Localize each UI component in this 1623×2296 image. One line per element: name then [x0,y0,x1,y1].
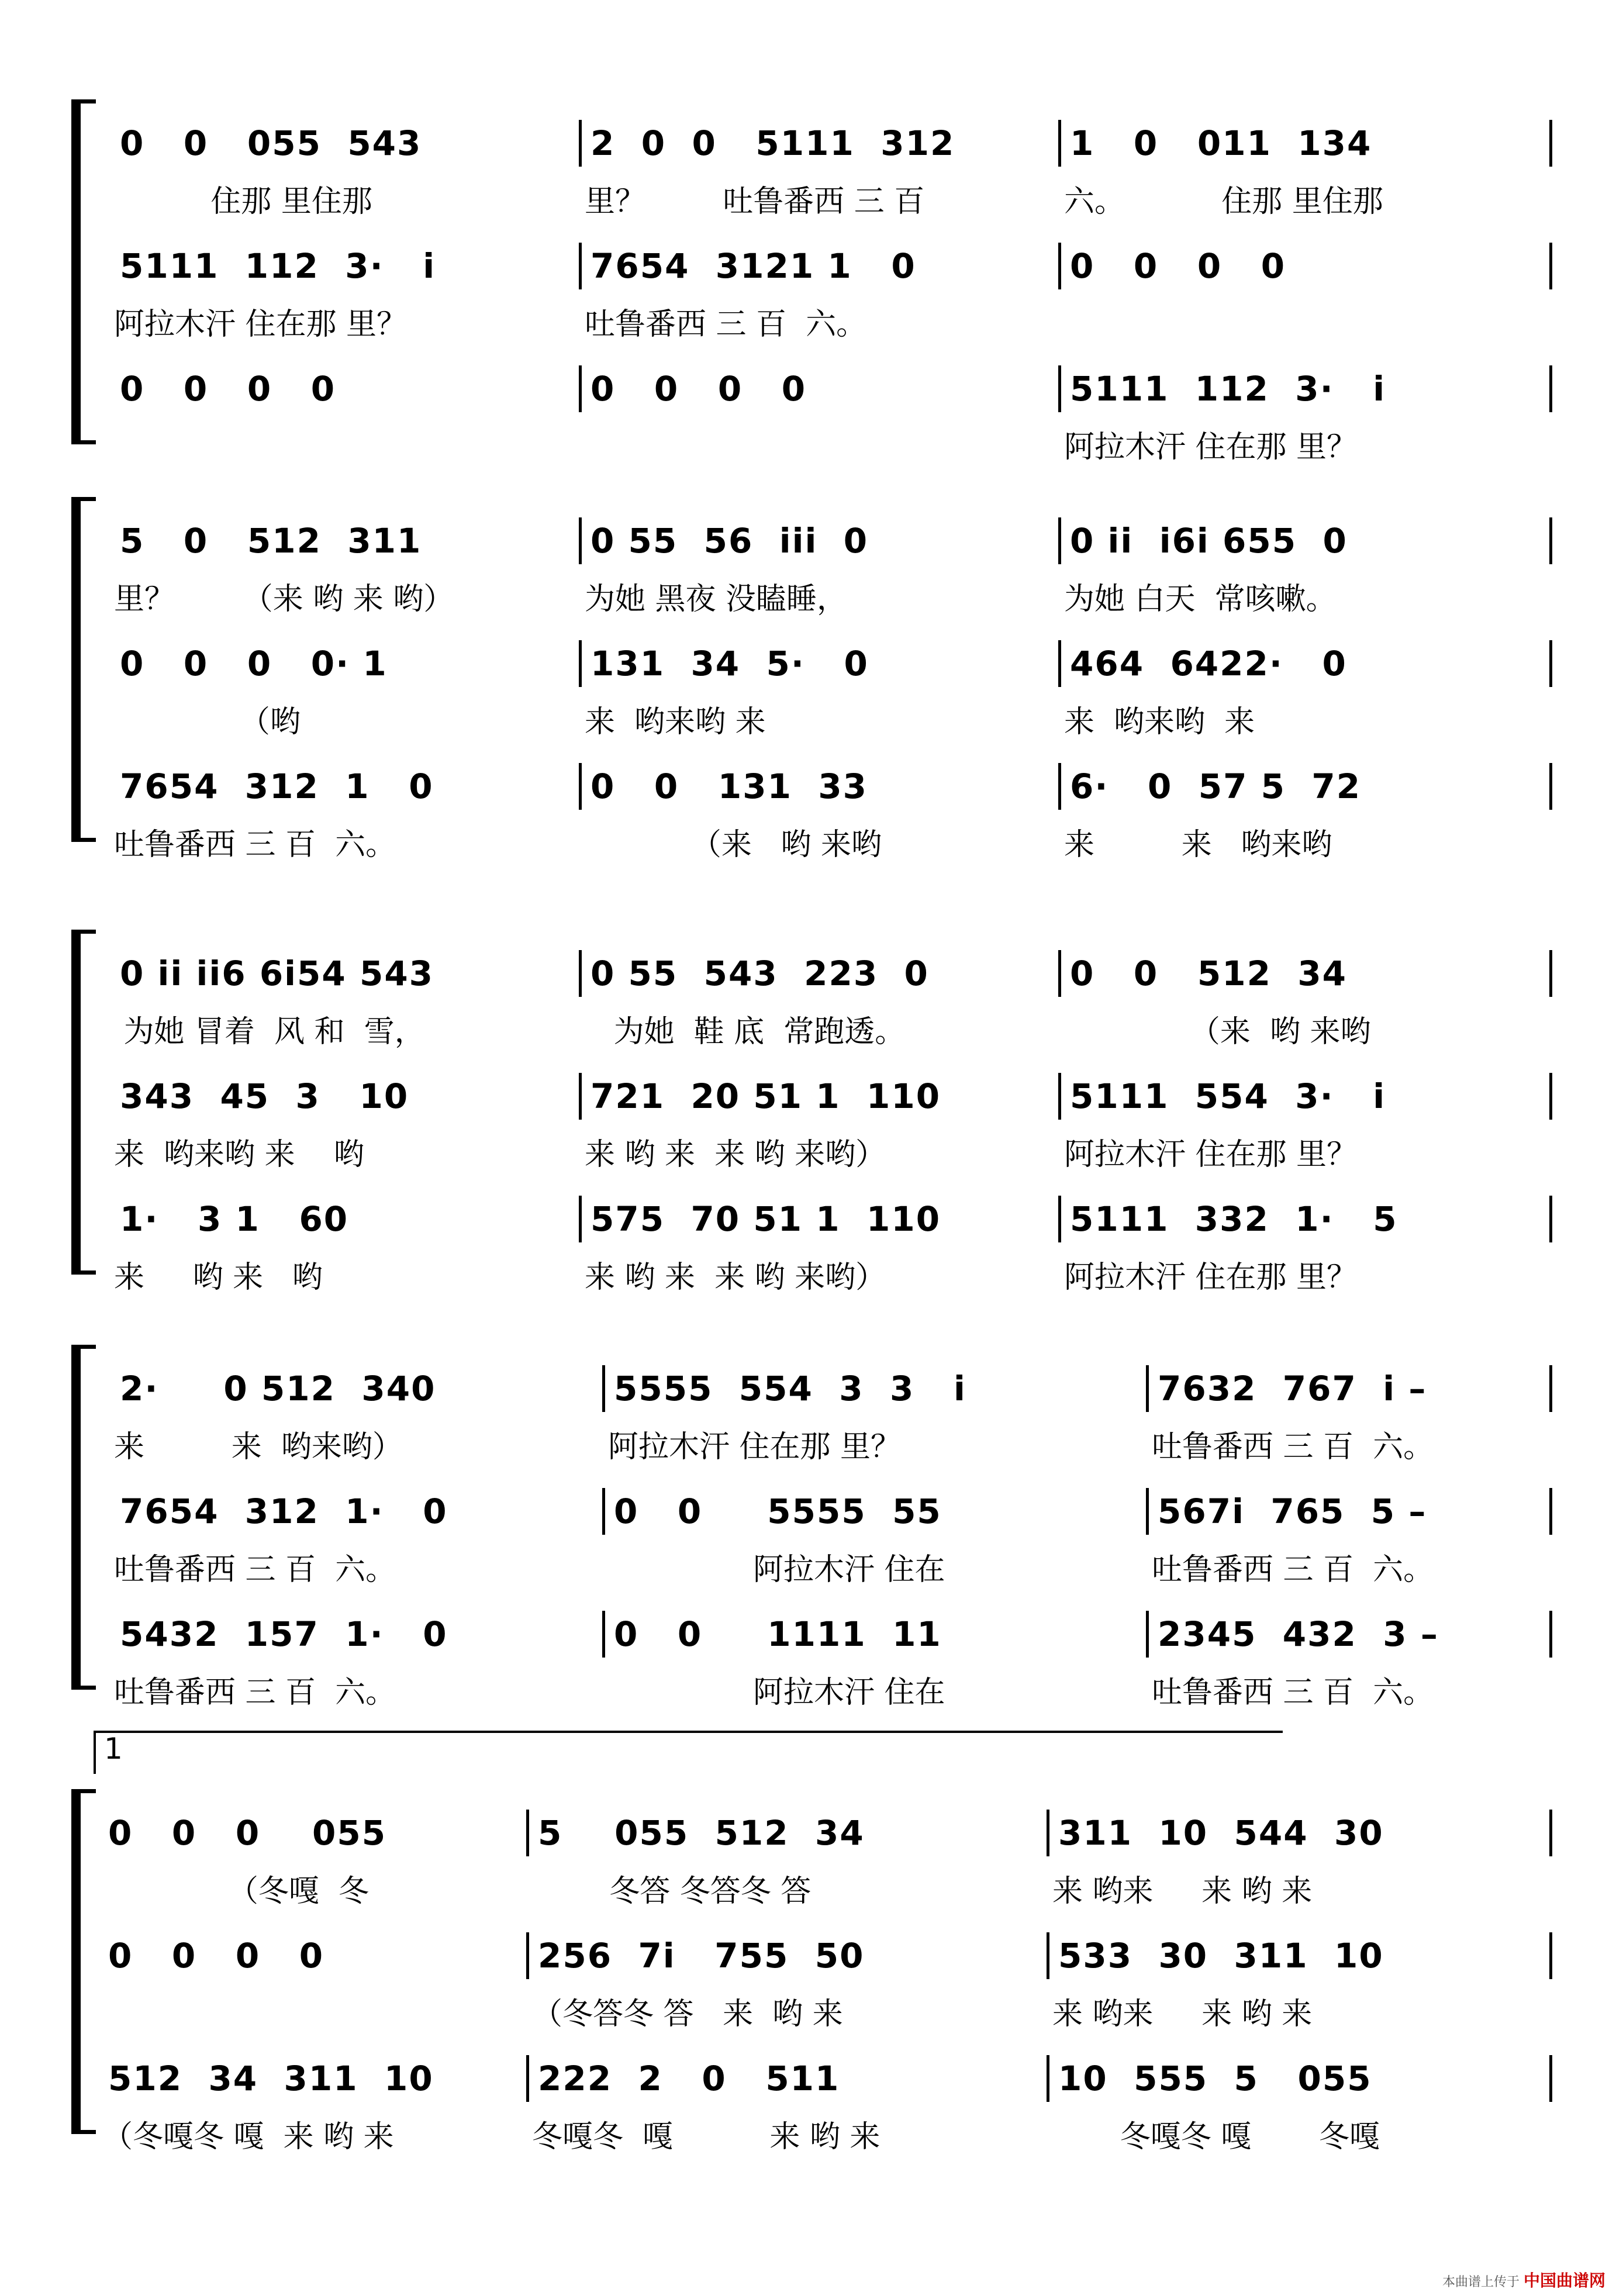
measure-lyrics: 吐鲁番西 三 百 六。 [114,1552,396,1587]
measure-lyrics: 来 来 哟来哟） [114,1430,403,1465]
measure-notes: 5555 554 3 3 i [614,1369,966,1408]
measure-notes: 5432 157 1· 0 [120,1614,448,1654]
voice-part [0,1187,1623,1321]
measure-lyrics: 来 哟 来 哟 [114,1260,323,1295]
measure-notes: 5 0 512 311 [120,521,422,561]
measure-lyrics: 里？ 吐鲁番西 三 百 [585,184,925,219]
barline [1549,640,1552,687]
measure-notes: 0 0 131 33 [591,767,868,806]
barline [1549,365,1552,412]
measure-lyrics: （来 哟 来哟 [585,827,882,862]
volta-number: 1 [104,1732,123,1766]
measure-lyrics: 冬嘎冬 嘎 冬嘎 [1052,2119,1380,2155]
measure-lyrics: 来 哟来哟 来 [1064,705,1255,740]
voice-part [0,357,1623,491]
barline [579,517,582,564]
measure-lyrics: 为她 黑夜 没瞌睡， [585,582,848,617]
voice-part [0,111,1623,246]
barline [579,950,582,997]
measure-lyrics: 阿拉木汗 住在那 里？ [114,307,408,342]
measure-lyrics: 来 哟 来 来 哟 来哟） [585,1137,886,1172]
measure-lyrics: 为她 白天 常咳嗽。 [1064,582,1337,617]
measure-notes: 0 0 1111 11 [614,1614,942,1654]
footer-brand: 中国曲谱网 [1523,2271,1605,2290]
measure-notes: 2 0 0 5111 312 [591,123,955,163]
measure-lyrics: 住那 里住那 [114,184,372,219]
barline [602,1611,605,1658]
measure-lyrics: 冬答 冬答冬 答 [532,1874,811,1909]
barline [1058,1073,1061,1120]
barline [579,120,582,167]
voice-part [0,1801,1623,1935]
measure-notes: 2· 0 512 340 [120,1369,436,1408]
barline [1549,1488,1552,1535]
barline [1146,1365,1149,1412]
barline [1058,640,1061,687]
voice-part [0,509,1623,643]
barline [1058,120,1061,167]
barline [526,2055,529,2102]
barline [1549,120,1552,167]
barline [602,1488,605,1535]
measure-lyrics: 吐鲁番西 三 百 六。 [1152,1552,1434,1587]
measure-notes: 0 0 055 543 [120,123,422,163]
measure-notes: 0 0 0 0 [591,369,807,409]
barline [1058,1196,1061,1242]
barline [1047,1810,1049,1856]
measure-lyrics: 为她 鞋 底 常跑透。 [585,1014,906,1049]
measure-lyrics: 六。 住那 里住那 [1064,184,1383,219]
measure-lyrics: （哟 [114,705,301,740]
measure-lyrics: 来 来 哟来哟 [1064,827,1332,862]
barline [602,1365,605,1412]
measure-lyrics: 冬嘎冬 嘎 来 哟 来 [532,2119,880,2155]
measure-notes: 0 0 0 0 [1070,246,1286,286]
measure-notes: 5111 332 1· 5 [1070,1199,1398,1239]
measure-lyrics: 来 哟来哟 来 哟 [114,1137,364,1172]
measure-notes: 0 ii ii6 6i54 543 [120,954,434,993]
voice-part [0,1356,1623,1491]
voice-part [0,754,1623,889]
measure-notes: 0 55 56 iii 0 [591,521,869,561]
measure-notes: 0 0 0 0 [108,1936,324,1976]
voice-part [0,1924,1623,2058]
barline [1549,1365,1552,1412]
voice-part [0,1479,1623,1614]
barline [1146,1611,1149,1658]
barline [1549,1611,1552,1658]
measure-notes: 1 0 011 134 [1070,123,1372,163]
measure-notes: 10 555 5 055 [1058,2059,1372,2098]
measure-lyrics: 吐鲁番西 三 百 六。 [114,1675,396,1710]
measure-notes: 311 10 544 30 [1058,1813,1384,1853]
barline [1549,763,1552,810]
measure-notes: 0 55 543 223 0 [591,954,929,993]
barline [579,365,582,412]
measure-notes: 512 34 311 10 [108,2059,434,2098]
measure-lyrics: 吐鲁番西 三 百 六。 [1152,1430,1434,1465]
measure-notes: 0 0 512 34 [1070,954,1348,993]
measure-notes: 0 0 5555 55 [614,1491,942,1531]
voice-part [0,631,1623,766]
measure-notes: 7654 3121 1 0 [591,246,916,286]
measure-lyrics: （冬答冬 答 来 哟 来 [532,1997,843,2032]
barline [1549,1932,1552,1979]
measure-lyrics: 阿拉木汗 住在 [608,1552,945,1587]
barline [579,1073,582,1120]
measure-lyrics: 阿拉木汗 住在那 里？ [1064,430,1358,465]
measure-notes: 0 0 0 0· 1 [120,644,388,683]
measure-notes: 575 70 51 1 110 [591,1199,941,1239]
measure-notes: 2345 432 3 – [1158,1614,1439,1654]
measure-lyrics: 阿拉木汗 住在那 里？ [608,1430,902,1465]
measure-notes: 567i 765 5 – [1158,1491,1427,1531]
measure-notes: 5111 112 3· i [120,246,436,286]
barline [1549,1073,1552,1120]
measure-lyrics: （冬嘎 冬 [102,1874,369,1909]
barline [1058,763,1061,810]
measure-lyrics: 里？ （来 哟 来 哟） [114,582,454,617]
barline [1058,517,1061,564]
measure-notes: 222 2 0 511 [538,2059,840,2098]
footer-text: 本曲谱上传于 [1442,2275,1520,2290]
measure-notes: 0 0 0 0 [120,369,336,409]
measure-notes: 7632 767 i – [1158,1369,1427,1408]
measure-notes: 721 20 51 1 110 [591,1076,941,1116]
measure-notes: 0 ii i6i 655 0 [1070,521,1348,561]
measure-notes: 5111 112 3· i [1070,369,1386,409]
barline [526,1810,529,1856]
measure-lyrics: 阿拉木汗 住在 [608,1675,945,1710]
measure-notes: 5111 554 3· i [1070,1076,1386,1116]
measure-notes: 256 7i 755 50 [538,1936,865,1976]
barline [1146,1488,1149,1535]
barline [526,1932,529,1979]
measure-lyrics: 来 哟来 来 哟 来 [1052,1997,1313,2032]
measure-lyrics: 阿拉木汗 住在那 里？ [1064,1260,1358,1295]
barline [579,243,582,289]
measure-notes: 6· 0 57 5 72 [1070,767,1362,806]
barline [1549,2055,1552,2102]
measure-lyrics: 吐鲁番西 三 百 六。 [114,827,396,862]
voice-part [0,941,1623,1076]
barline [1058,365,1061,412]
measure-notes: 533 30 311 10 [1058,1936,1384,1976]
measure-lyrics: 来 哟来哟 来 [585,705,766,740]
measure-lyrics: 吐鲁番西 三 百 六。 [585,307,867,342]
measure-lyrics: 阿拉木汗 住在那 里？ [1064,1137,1358,1172]
barline [1047,1932,1049,1979]
measure-notes: 0 0 0 055 [108,1813,387,1853]
voice-part [0,234,1623,368]
barline [1047,2055,1049,2102]
measure-notes: 464 6422· 0 [1070,644,1347,683]
measure-lyrics: （来 哟 来哟 [1064,1014,1371,1049]
measure-lyrics: 吐鲁番西 三 百 六。 [1152,1675,1434,1710]
barline [579,1196,582,1242]
barline [1549,950,1552,997]
measure-lyrics: 为她 冒着 风 和 雪， [114,1014,425,1049]
volta-bracket [94,1731,1283,1774]
voice-part [0,1602,1623,1736]
measure-lyrics: 来 哟 来 来 哟 来哟） [585,1260,886,1295]
barline [1549,243,1552,289]
measure-notes: 343 45 3 10 [120,1076,409,1116]
measure-notes: 7654 312 1· 0 [120,1491,448,1531]
voice-part [0,1064,1623,1199]
barline [1549,1810,1552,1856]
voice-part [0,2046,1623,2181]
measure-lyrics: 来 哟来 来 哟 来 [1052,1874,1313,1909]
barline [579,763,582,810]
measure-lyrics: （冬嘎冬 嘎 来 哟 来 [102,2119,394,2155]
measure-notes: 131 34 5· 0 [591,644,869,683]
footer [1442,2268,1605,2291]
measure-notes: 7654 312 1 0 [120,767,434,806]
barline [579,640,582,687]
measure-notes: 1· 3 1 60 [120,1199,349,1239]
barline [1058,950,1061,997]
barline [1549,517,1552,564]
measure-notes: 5 055 512 34 [538,1813,865,1853]
barline [1058,243,1061,289]
barline [1549,1196,1552,1242]
